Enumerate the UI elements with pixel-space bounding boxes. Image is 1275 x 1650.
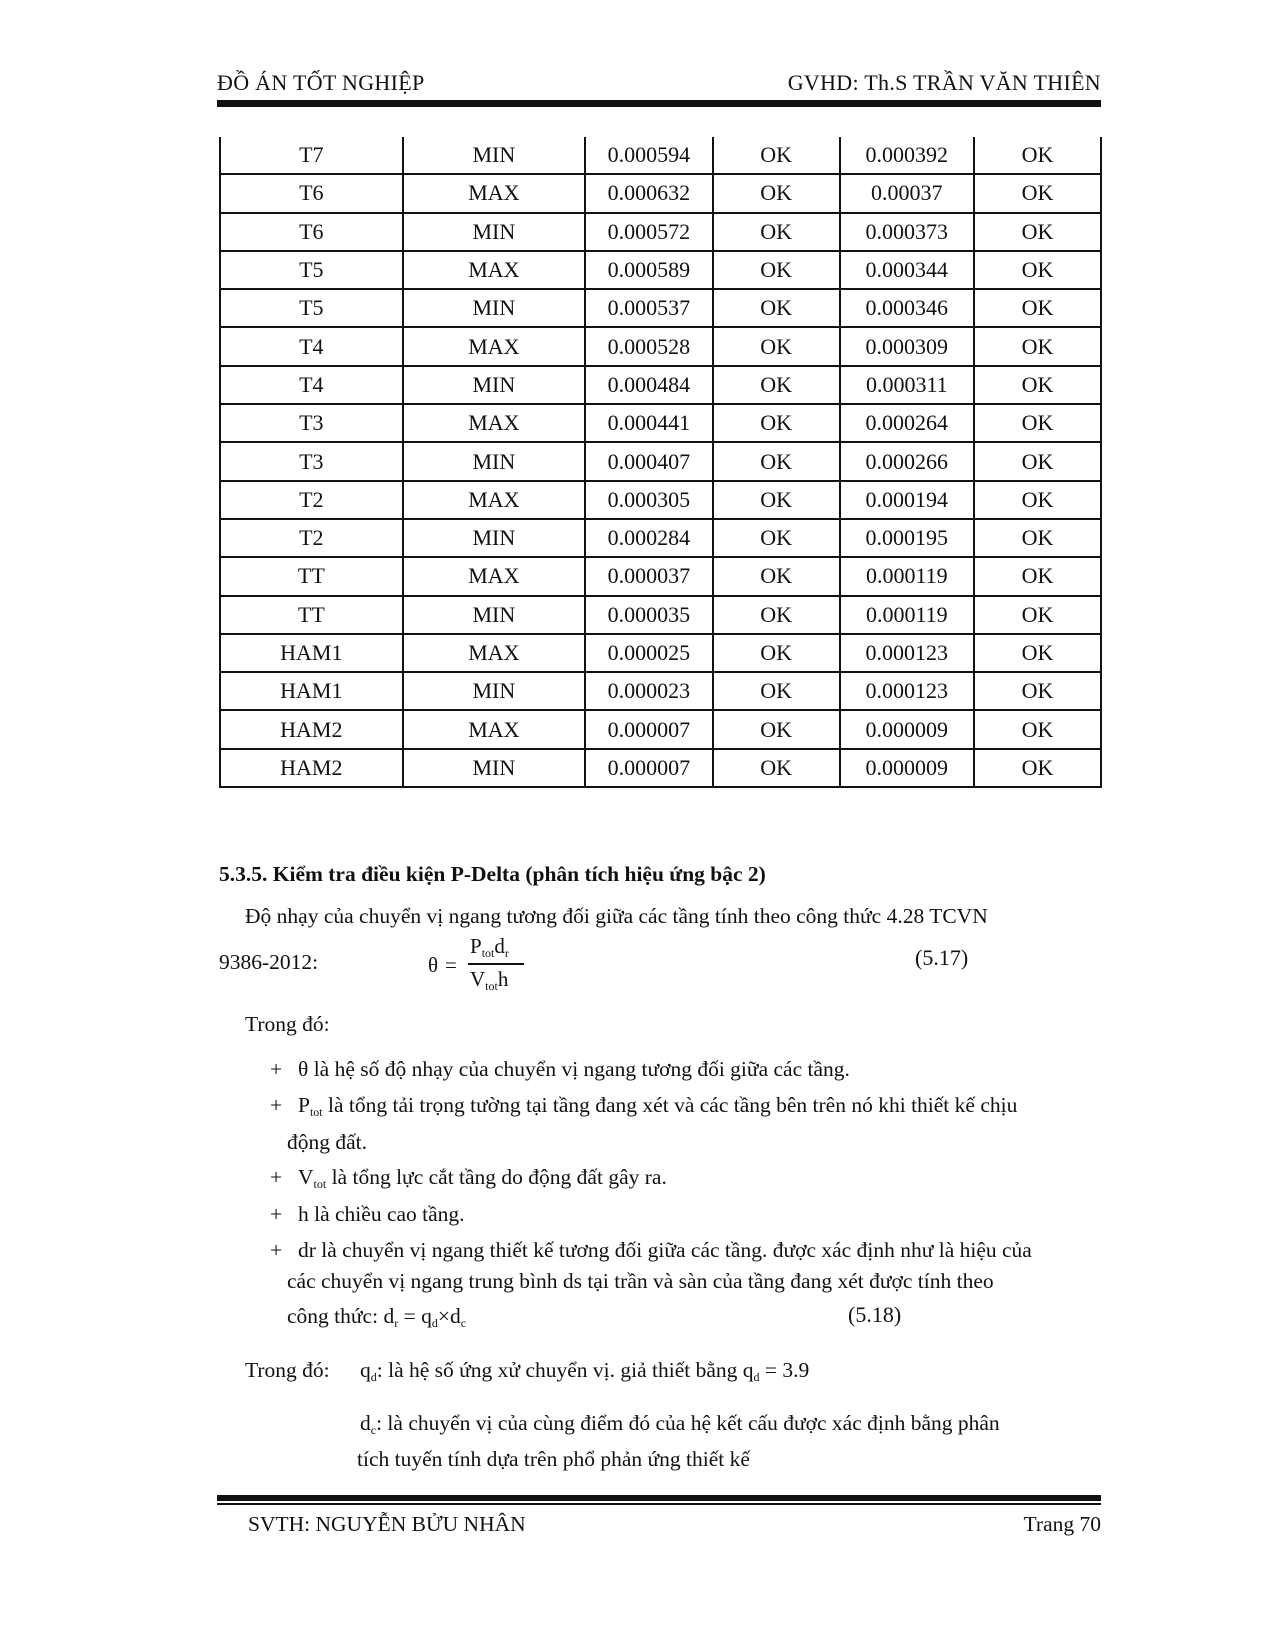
header-left-title: ĐỒ ÁN TỐT NGHIỆP bbox=[217, 70, 425, 95]
table-cell: 0.000009 bbox=[840, 749, 974, 787]
formula-numerator: $P_{tot}d_r$ bbox=[470, 934, 509, 960]
table-cell: 0.000023 bbox=[585, 672, 713, 710]
intro-line-1: Độ nhạy của chuyển vị ngang tương đối giữa các tầng tính theo công thức 4.28 TCVN bbox=[245, 904, 988, 928]
footer-page-number: Trang 70 bbox=[1023, 1512, 1101, 1536]
table-cell: T5 bbox=[220, 289, 403, 327]
table-cell: 0.000537 bbox=[585, 289, 713, 327]
table-cell: MIN bbox=[403, 289, 586, 327]
footer-student: SVTH: NGUYỄN BỬU NHÂN bbox=[248, 1512, 526, 1536]
table-cell: OK bbox=[974, 442, 1101, 480]
table-cell: OK bbox=[713, 481, 840, 519]
bullet-dr-continuation: các chuyển vị ngang trung bình ds tại trần và sàn của tầng đang xét được tính theo bbox=[287, 1269, 994, 1293]
table-cell: OK bbox=[713, 251, 840, 289]
formula-dr: công thức: $d_r = q_d\times d_c$ bbox=[287, 1304, 467, 1330]
table-cell: OK bbox=[974, 596, 1101, 634]
table-cell: OK bbox=[713, 404, 840, 442]
table-cell: MAX bbox=[403, 404, 586, 442]
table-cell: T7 bbox=[220, 137, 403, 174]
table-cell: MIN bbox=[403, 442, 586, 480]
table-cell: 0.000123 bbox=[840, 672, 974, 710]
table-cell: 0.000407 bbox=[585, 442, 713, 480]
table-cell: OK bbox=[713, 596, 840, 634]
table-cell: T4 bbox=[220, 366, 403, 404]
formula-theta-symbol: θ bbox=[428, 953, 439, 977]
table-cell: OK bbox=[713, 213, 840, 251]
table-cell: OK bbox=[974, 710, 1101, 748]
table-row bbox=[220, 251, 1101, 289]
section-heading: 5.3.5. Kiểm tra điều kiện P-Delta (phân tích hiệu ứng bậc 2) bbox=[219, 862, 766, 886]
table-cell: 0.000007 bbox=[585, 710, 713, 748]
table-cell: OK bbox=[974, 672, 1101, 710]
table-row bbox=[220, 289, 1101, 327]
table-cell: OK bbox=[974, 749, 1101, 787]
intro-line-2: 9386-2012: bbox=[219, 950, 319, 974]
where-label: Trong đó: bbox=[245, 1012, 330, 1036]
table-cell: HAM1 bbox=[220, 634, 403, 672]
table-cell: 0.000195 bbox=[840, 519, 974, 557]
table-cell: 0.000264 bbox=[840, 404, 974, 442]
table-cell: OK bbox=[974, 404, 1101, 442]
equation-number-518: (5.18) bbox=[848, 1302, 902, 1327]
table-row bbox=[220, 404, 1101, 442]
table-cell: MIN bbox=[403, 749, 586, 787]
table-row bbox=[220, 710, 1101, 748]
table-cell: OK bbox=[713, 442, 840, 480]
table-cell: HAM2 bbox=[220, 749, 403, 787]
bullet-marker: + bbox=[270, 1238, 283, 1262]
table-cell: MAX bbox=[403, 481, 586, 519]
table-row bbox=[220, 519, 1101, 557]
table-row bbox=[220, 442, 1101, 480]
table-cell: OK bbox=[713, 557, 840, 595]
table-cell: 0.000119 bbox=[840, 557, 974, 595]
header-right-advisor: GVHD: Th.S TRẦN VĂN THIÊN bbox=[787, 70, 1101, 95]
table-cell: OK bbox=[713, 289, 840, 327]
table-cell: 0.000025 bbox=[585, 634, 713, 672]
table-cell: TT bbox=[220, 557, 403, 595]
table-cell: OK bbox=[713, 327, 840, 365]
table-cell: 0.000007 bbox=[585, 749, 713, 787]
table-cell: OK bbox=[974, 289, 1101, 327]
table-cell: MIN bbox=[403, 519, 586, 557]
table-cell: 0.000119 bbox=[840, 596, 974, 634]
table-cell: OK bbox=[974, 213, 1101, 251]
bullet-marker: + bbox=[270, 1202, 283, 1226]
table-cell: OK bbox=[713, 366, 840, 404]
table-cell: OK bbox=[974, 519, 1101, 557]
table-row bbox=[220, 557, 1101, 595]
table-cell: OK bbox=[974, 366, 1101, 404]
page-header bbox=[217, 70, 1101, 100]
footer-rule-thick bbox=[217, 1495, 1101, 1501]
table-cell: 0.000594 bbox=[585, 137, 713, 174]
table-cell: 0.000344 bbox=[840, 251, 974, 289]
table-cell: 0.000589 bbox=[585, 251, 713, 289]
table-cell: MAX bbox=[403, 557, 586, 595]
table-row bbox=[220, 672, 1101, 710]
table-cell: 0.000373 bbox=[840, 213, 974, 251]
bullet-marker: + bbox=[270, 1093, 283, 1117]
table-cell: 0.000035 bbox=[585, 596, 713, 634]
table-cell: 0.000266 bbox=[840, 442, 974, 480]
qd-definition: $q_d$: là hệ số ứng xử chuyển vị. giả thiết bằng $q_d = 3.9$ bbox=[360, 1358, 810, 1384]
table-cell: T3 bbox=[220, 442, 403, 480]
table-cell: OK bbox=[713, 174, 840, 212]
table-cell: T2 bbox=[220, 481, 403, 519]
table-cell: T6 bbox=[220, 213, 403, 251]
table-cell: 0.000284 bbox=[585, 519, 713, 557]
table-cell: 0.000309 bbox=[840, 327, 974, 365]
table-cell: OK bbox=[974, 174, 1101, 212]
formula-denominator: $V_{tot}h$ bbox=[470, 967, 509, 993]
bullet-marker: + bbox=[270, 1057, 283, 1081]
table-cell: OK bbox=[974, 634, 1101, 672]
table-cell: 0.000528 bbox=[585, 327, 713, 365]
bullet-marker: + bbox=[270, 1165, 283, 1189]
table-cell: MIN bbox=[403, 596, 586, 634]
table-cell: MAX bbox=[403, 634, 586, 672]
table-cell: 0.00037 bbox=[840, 174, 974, 212]
table-cell: 0.000484 bbox=[585, 366, 713, 404]
table-cell: 0.000311 bbox=[840, 366, 974, 404]
table-row bbox=[220, 481, 1101, 519]
table-cell: 0.000009 bbox=[840, 710, 974, 748]
table-cell: HAM1 bbox=[220, 672, 403, 710]
table-cell: 0.000194 bbox=[840, 481, 974, 519]
table-cell: MAX bbox=[403, 327, 586, 365]
table-row bbox=[220, 366, 1101, 404]
where-label-2: Trong đó: bbox=[245, 1358, 330, 1382]
table-cell: T6 bbox=[220, 174, 403, 212]
fraction-bar bbox=[468, 963, 524, 965]
table-cell: MAX bbox=[403, 251, 586, 289]
table-cell: 0.000441 bbox=[585, 404, 713, 442]
table-cell: MAX bbox=[403, 174, 586, 212]
table-row bbox=[220, 213, 1101, 251]
table-cell: OK bbox=[713, 710, 840, 748]
table-cell: MIN bbox=[403, 213, 586, 251]
table-cell: OK bbox=[713, 672, 840, 710]
table-cell: OK bbox=[713, 749, 840, 787]
bullet-ptot-continuation: động đất. bbox=[287, 1130, 368, 1154]
table-cell: MIN bbox=[403, 366, 586, 404]
dc-continuation: tích tuyến tính dựa trên phổ phản ứng thiết kế bbox=[357, 1447, 750, 1471]
table-row bbox=[220, 596, 1101, 634]
table-cell: OK bbox=[713, 137, 840, 174]
table-row bbox=[220, 327, 1101, 365]
table-cell: T4 bbox=[220, 327, 403, 365]
table-cell: OK bbox=[713, 634, 840, 672]
table-cell: T2 bbox=[220, 519, 403, 557]
table-cell: OK bbox=[974, 137, 1101, 174]
table-cell: TT bbox=[220, 596, 403, 634]
table-row bbox=[220, 634, 1101, 672]
table-row bbox=[220, 137, 1101, 174]
table-cell: 0.000346 bbox=[840, 289, 974, 327]
table-cell: T5 bbox=[220, 251, 403, 289]
table-cell: MAX bbox=[403, 710, 586, 748]
dc-definition: $d_c$: là chuyển vị của cùng điểm đó của hệ kết cấu được xác định bằng phân bbox=[360, 1411, 1000, 1437]
table-cell: OK bbox=[974, 251, 1101, 289]
table-cell: 0.000632 bbox=[585, 174, 713, 212]
footer-rule-thin bbox=[217, 1503, 1101, 1505]
table-row bbox=[220, 174, 1101, 212]
table-cell: 0.000305 bbox=[585, 481, 713, 519]
table-cell: MIN bbox=[403, 137, 586, 174]
table-cell: OK bbox=[974, 557, 1101, 595]
table-cell: OK bbox=[974, 481, 1101, 519]
table-cell: 0.000037 bbox=[585, 557, 713, 595]
table-cell: OK bbox=[713, 519, 840, 557]
drift-check-table bbox=[219, 137, 1102, 788]
page-footer bbox=[248, 1512, 1101, 1542]
table-cell: 0.000572 bbox=[585, 213, 713, 251]
table-cell: MIN bbox=[403, 672, 586, 710]
table-cell: OK bbox=[974, 327, 1101, 365]
table-cell: T3 bbox=[220, 404, 403, 442]
table-cell: HAM2 bbox=[220, 710, 403, 748]
formula-equals: = bbox=[445, 953, 457, 977]
table-row bbox=[220, 749, 1101, 787]
header-rule bbox=[217, 100, 1101, 107]
table-cell: 0.000392 bbox=[840, 137, 974, 174]
table-cell: 0.000123 bbox=[840, 634, 974, 672]
equation-number-517: (5.17) bbox=[915, 945, 969, 970]
